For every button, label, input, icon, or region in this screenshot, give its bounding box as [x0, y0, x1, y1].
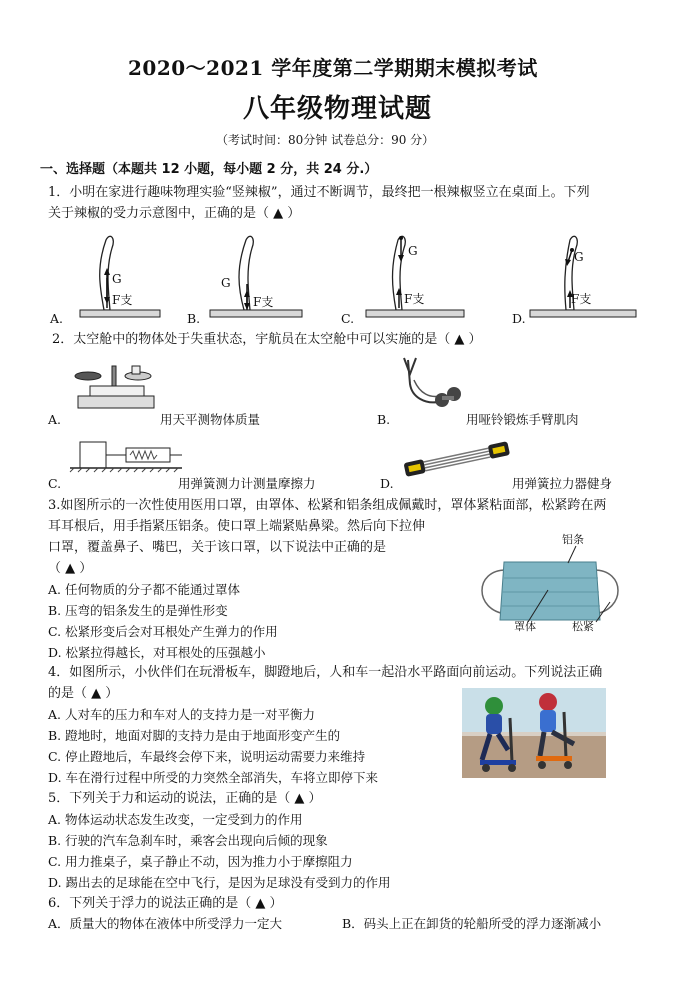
q3-option-a: A. 任何物质的分子都不能通过罩体 [48, 582, 240, 597]
chili-diagram-b [200, 228, 300, 323]
q5-option-c: C. 用力推桌子，桌子静止不动，因为推力小于摩擦阻力 [48, 854, 353, 869]
balance-scale-icon [72, 362, 162, 412]
q5-option-a: A. 物体运动状态发生改变，一定受到力的作用 [48, 812, 303, 827]
q1d-g-label: G [574, 250, 584, 264]
q1-option-a: A. [50, 311, 64, 326]
q3-stem-line3: 口罩，覆盖鼻子、嘴巴，关于该口罩，以下说法中正确的是 [48, 540, 387, 555]
q2-b-letter: B. [377, 412, 391, 427]
q1-option-b: B. [187, 311, 201, 326]
q1c-f-label: F支 [404, 292, 425, 306]
q3-option-b: B. 压弯的铝条发生的是弹性形变 [48, 603, 228, 618]
q1a-f-label: F支 [112, 293, 133, 307]
q3-stem-line4: （ ▲ ） [48, 561, 93, 576]
q4-option-b: B. 蹬地时，地面对脚的支持力是由于地面形变产生的 [48, 728, 341, 743]
q2-c-text: 用弹簧测力计测量摩擦力 [178, 476, 316, 491]
q2-a-letter: A. [48, 412, 62, 427]
q1a-g-label: G [112, 272, 122, 286]
q6-option-a: A．质量大的物体在液体中所受浮力一定大 [48, 916, 283, 931]
chest-expander-icon [402, 438, 512, 482]
q1-option-d: D. [512, 311, 526, 326]
chili-diagram-c [356, 228, 466, 323]
chili-diagram-a [60, 228, 160, 323]
scooter-kids-photo [462, 688, 606, 778]
face-mask-diagram [470, 540, 630, 640]
q4-option-c: C. 停止蹬地后，车最终会停下来，说明运动需要力来维持 [48, 749, 366, 764]
q1b-g-label: G [221, 276, 231, 290]
spring-scale-friction-icon [70, 438, 190, 476]
dumbbell-arm-icon [396, 354, 466, 418]
q1c-g-label: G [408, 244, 418, 258]
q5-option-b: B. 行驶的汽车急刹车时，乘客会出现向后倾的现象 [48, 833, 328, 848]
q2-stem: 2．太空舱中的物体处于失重状态，宇航员在太空舱中可以实施的是（ ▲ ） [52, 332, 482, 347]
section-heading: 一、选择题（本题共 12 小题，每小题 2 分，共 24 分.） [40, 162, 378, 177]
q2-a-text: 用天平测物体质量 [160, 412, 261, 427]
mask-label-body: 罩体 [514, 620, 536, 633]
q1-option-c: C. [341, 311, 355, 326]
q2-c-letter: C. [48, 476, 62, 491]
q4-stem-line2: 的是（ ▲ ） [48, 686, 119, 701]
q5-stem: 5．下列关于力和运动的说法，正确的是（ ▲ ） [48, 791, 322, 806]
q3-option-d: D. 松紧拉得越长，对耳根处的压强越小 [48, 645, 266, 660]
chili-diagram-d [530, 228, 640, 323]
q5-option-d: D. 踢出去的足球能在空中飞行，是因为足球没有受到力的作用 [48, 875, 391, 890]
q4-option-d: D. 车在滑行过程中所受的力突然全部消失，车将立即停下来 [48, 770, 379, 785]
q3-stem-line2: 耳耳根后，用手指紧压铝条。使口罩上端紧贴鼻梁。然后向下拉伸 [48, 519, 426, 534]
exam-info: （考试时间：80分钟 试卷总分：90 分） [216, 133, 435, 147]
q3-stem-line1: 3.如图所示的一次性使用医用口罩，由罩体、松紧和铝条组成佩戴时，罩体紧粘面部，松紧跨在两 [48, 498, 607, 513]
q6-option-b: B．码头上正在卸货的轮船所受的浮力逐渐减小 [342, 916, 602, 931]
mask-label-aluminum-strip: 铝条 [562, 533, 584, 546]
q4-option-a: A. 人对车的压力和车对人的支持力是一对平衡力 [48, 707, 315, 722]
q1-stem-line1: 1．小明在家进行趣味物理实验“竖辣椒”，通过不断调节，最终把一根辣椒竖立在桌面上。下列 [48, 185, 590, 200]
q2-b-text: 用哑铃锻炼手臂肌肉 [466, 412, 579, 427]
q3-option-c: C. 松紧形变后会对耳根处产生弹力的作用 [48, 624, 278, 639]
subject-title: 八年级物理试题 [243, 94, 433, 124]
q1d-f-label: F支 [571, 292, 592, 306]
q1-stem-line2: 关于辣椒的受力示意图中，正确的是（ ▲ ） [48, 206, 301, 221]
q4-stem-line1: 4．如图所示，小伙伴们在玩滑板车，脚蹬地后，人和车一起沿水平路面向前运动。下列说法正确 [48, 665, 603, 680]
q2-d-letter: D. [380, 476, 394, 491]
q2-d-text: 用弹簧拉力器健身 [512, 476, 613, 491]
exam-title: 2020～2021 学年度第二学期期末模拟考试 [128, 56, 538, 80]
mask-label-elastic: 松紧 [572, 620, 594, 633]
q1b-f-label: F支 [253, 295, 274, 309]
q6-stem: 6．下列关于浮力的说法正确的是（ ▲ ） [48, 896, 283, 911]
